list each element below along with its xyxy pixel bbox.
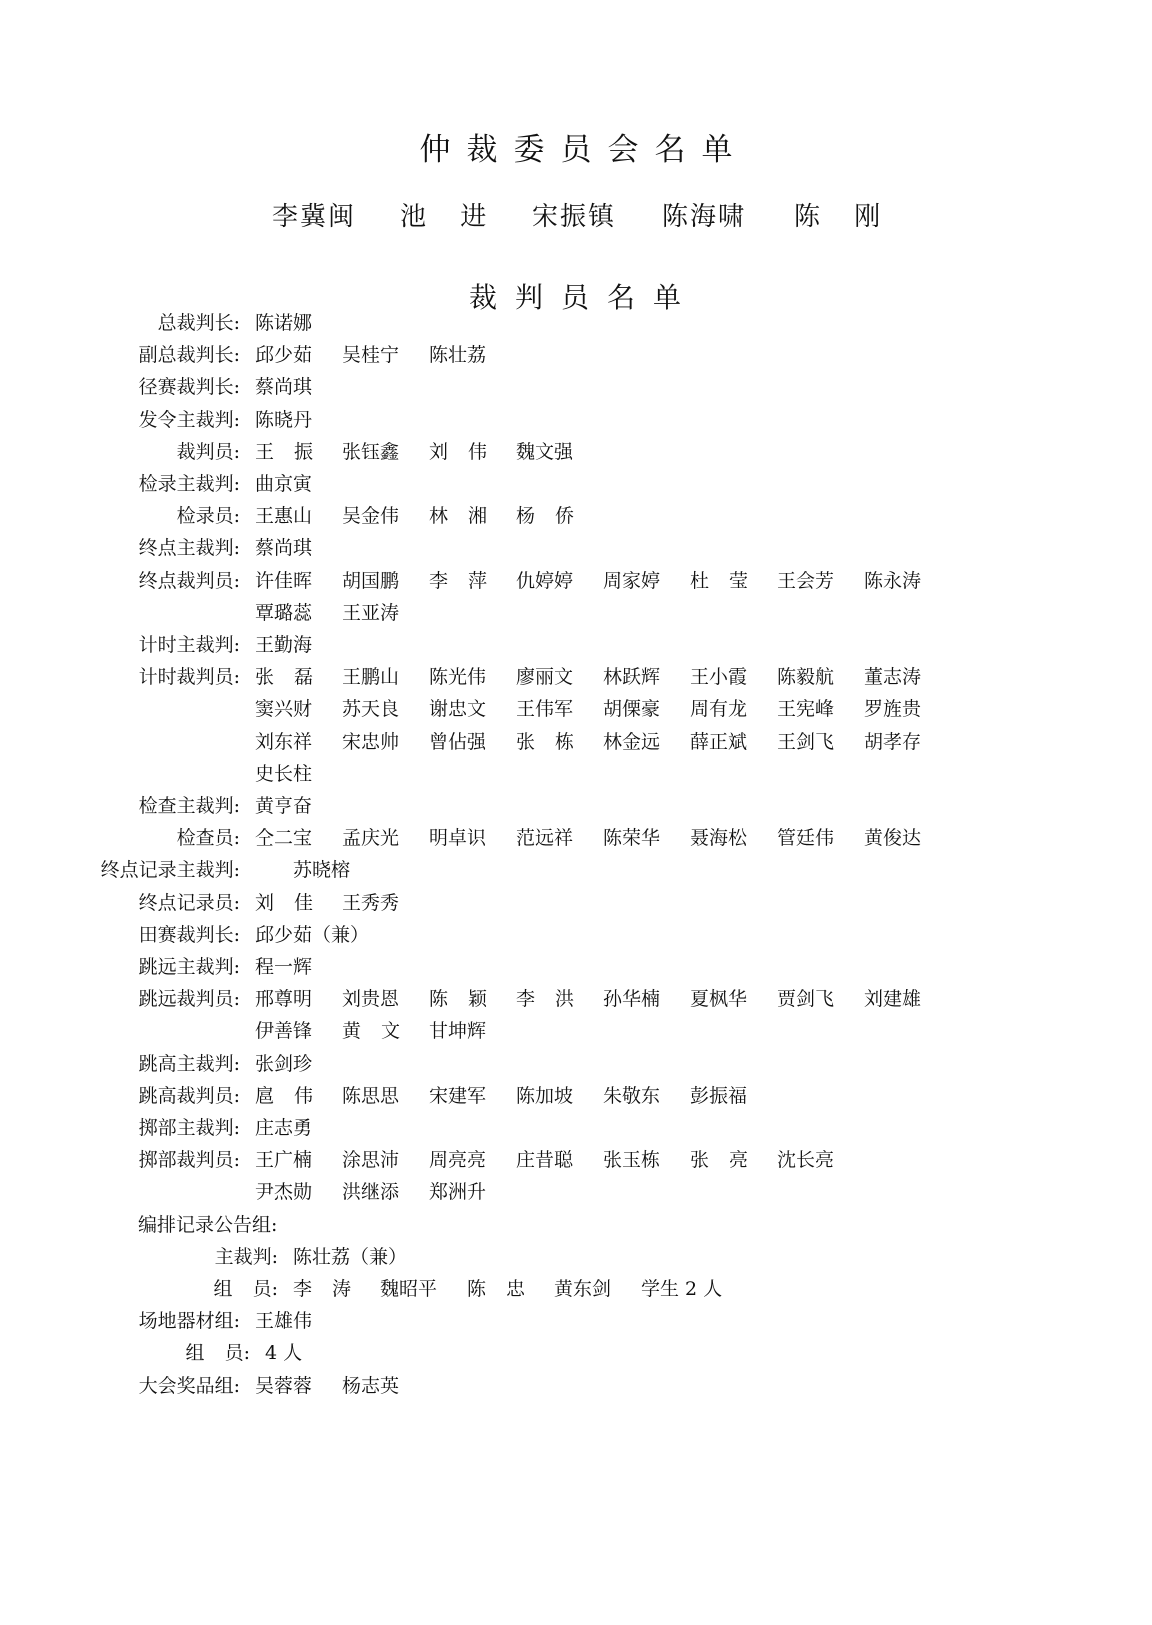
bulletin-group-heading xyxy=(0,1210,1152,1236)
referee-name: 罗旌贵 xyxy=(864,698,922,721)
referee-name: 王伟军 xyxy=(516,698,574,721)
referee-row xyxy=(0,469,1152,495)
referee-row xyxy=(0,1016,1152,1042)
referee-name: 王广楠 xyxy=(255,1149,313,1172)
referee-name: 李 萍 xyxy=(429,569,488,592)
referee-row xyxy=(0,823,1152,849)
referee-name: 黄俊达 xyxy=(864,827,922,850)
referee-name: 魏昭平 xyxy=(380,1278,438,1300)
referee-name: 陈壮荔 xyxy=(429,344,487,367)
referee-name: 刘 伟 xyxy=(429,440,488,463)
referee-name: 宋忠帅 xyxy=(342,730,400,753)
referee-name: 学生 2 人 xyxy=(641,1278,723,1300)
role-label: 径赛裁判长: xyxy=(138,376,240,399)
role-label: 跳远主裁判: xyxy=(138,956,240,978)
referee-row xyxy=(0,984,1152,1010)
referee-name: 吴桂宁 xyxy=(342,344,400,367)
referee-row xyxy=(0,630,1152,656)
referee-name: 苏天良 xyxy=(342,698,400,721)
referee-name: 陈 忠 xyxy=(467,1278,526,1300)
referee-name: 吴金伟 xyxy=(342,505,400,528)
referee-name: 覃璐蕊 xyxy=(255,601,313,624)
referee-name: 陈思思 xyxy=(342,1084,400,1107)
referee-name: 贾剑飞 xyxy=(777,988,835,1011)
arbitration-title: 仲裁委员会名单 xyxy=(419,132,749,168)
referee-row xyxy=(0,566,1152,592)
bulletin-group-chief-row xyxy=(0,1242,1152,1268)
referee-name: 沈长亮 xyxy=(777,1149,835,1172)
referee-row xyxy=(0,791,1152,817)
group-label: 编排记录公告组: xyxy=(138,1213,278,1236)
referee-name: 刘建雄 xyxy=(864,988,922,1011)
referee-name: 王勤海 xyxy=(255,634,313,656)
referee-name: 陈荣华 xyxy=(603,827,661,850)
referee-name: 吴蓉蓉 xyxy=(255,1374,313,1397)
referee-name: 王惠山 xyxy=(255,505,313,528)
role-label: 终点记录主裁判: xyxy=(100,859,240,882)
referee-name: 王会芳 xyxy=(777,569,835,592)
referee-name: 周家婷 xyxy=(603,569,661,592)
referee-name: 陈诺娜 xyxy=(255,312,313,334)
referee-name: 张玉栋 xyxy=(603,1149,661,1172)
arbitration-member: 宋振镇 xyxy=(532,202,617,232)
referee-row xyxy=(0,727,1152,753)
referee-row xyxy=(0,694,1152,720)
referee-name: 陈加坡 xyxy=(516,1084,574,1107)
referee-name: 刘贵恩 xyxy=(342,988,400,1011)
arbitration-member: 陈 刚 xyxy=(794,202,883,232)
role-label: 检录主裁判: xyxy=(138,473,240,495)
referee-name: 陈永涛 xyxy=(864,569,922,592)
referee-row xyxy=(0,598,1152,624)
referee-name: 尹杰勋 xyxy=(255,1181,313,1204)
referee-name: 王雄伟 xyxy=(255,1310,313,1333)
role-label: 跳高裁判员: xyxy=(138,1084,240,1107)
referee-name: 薛正斌 xyxy=(690,730,748,753)
referee-name: 窦兴财 xyxy=(255,698,313,721)
referee-name: 张剑珍 xyxy=(255,1052,313,1075)
referee-name: 林 湘 xyxy=(429,505,488,528)
referee-name: 廖丽文 xyxy=(516,666,574,689)
role-label: 终点主裁判: xyxy=(138,537,240,560)
referee-name: 程一辉 xyxy=(255,956,313,978)
referee-name: 扈 伟 xyxy=(255,1084,314,1107)
referee-name: 陈毅航 xyxy=(777,666,835,689)
venue-group-row xyxy=(0,1306,1152,1332)
bulletin-group-members-row xyxy=(0,1274,1152,1300)
referee-row xyxy=(0,1049,1152,1075)
role-label: 终点记录员: xyxy=(138,891,240,914)
referee-name: 黄 文 xyxy=(342,1020,401,1043)
referee-name: 刘东祥 xyxy=(255,730,313,753)
referee-name: 涂思沛 xyxy=(342,1149,400,1172)
referee-row xyxy=(0,533,1152,559)
referee-name: 甘坤辉 xyxy=(429,1020,487,1043)
referee-name: 林跃辉 xyxy=(603,666,661,689)
referee-row xyxy=(0,759,1152,785)
referee-name: 李 涛 xyxy=(293,1278,352,1300)
referee-name: 杜 莹 xyxy=(690,569,749,592)
member-count: 4 人 xyxy=(265,1342,303,1365)
role-label: 总裁判长: xyxy=(157,312,240,334)
arbitration-member: 池 进 xyxy=(400,202,489,232)
referee-name: 伊善锋 xyxy=(255,1020,313,1043)
referee-name: 杨志英 xyxy=(342,1374,400,1397)
referee-name: 许佳晖 xyxy=(255,569,313,592)
role-label: 主裁判: xyxy=(214,1245,278,1268)
referee-row xyxy=(0,1145,1152,1171)
referee-name: 仝二宝 xyxy=(255,827,313,850)
referee-name: 曲京寅 xyxy=(255,473,313,495)
role-label: 田赛裁判长: xyxy=(138,923,240,946)
group-label: 大会奖品组: xyxy=(138,1374,240,1397)
referee-name: 史长柱 xyxy=(255,762,313,785)
referee-name: 陈 颖 xyxy=(429,988,488,1011)
role-label: 计时裁判员: xyxy=(138,666,240,689)
referee-name: 林金远 xyxy=(603,730,661,753)
referee-name: 谢忠文 xyxy=(429,698,487,721)
referee-name: 胡傈豪 xyxy=(603,698,661,721)
referee-row xyxy=(0,340,1152,366)
referee-name: 曾佔强 xyxy=(429,730,487,753)
referee-name: 蔡尚琪 xyxy=(255,376,313,399)
referee-row xyxy=(0,1177,1152,1203)
referee-name: 胡孝存 xyxy=(864,730,922,753)
referee-row xyxy=(0,501,1152,527)
role-label: 掷部主裁判: xyxy=(138,1117,240,1139)
referee-name: 宋建军 xyxy=(429,1084,487,1107)
group-label: 场地器材组: xyxy=(138,1310,240,1333)
role-label: 组 员: xyxy=(213,1278,278,1300)
referee-row xyxy=(0,405,1152,431)
referee-name: 黄亨奋 xyxy=(255,795,313,817)
referee-list-title: 裁判员名单 xyxy=(468,281,699,314)
role-label: 跳高主裁判: xyxy=(138,1052,240,1075)
referee-name: 陈晓丹 xyxy=(255,408,313,431)
role-label: 计时主裁判: xyxy=(138,634,240,656)
referee-name: 刘 佳 xyxy=(255,891,314,914)
referee-name: 周亮亮 xyxy=(429,1149,487,1172)
referee-name: 朱敬东 xyxy=(603,1084,661,1107)
referee-row xyxy=(0,1113,1152,1139)
role-label: 副总裁判长: xyxy=(138,344,240,367)
referee-name: 蔡尚琪 xyxy=(255,537,313,560)
referee-name: 邱少茹 xyxy=(255,344,313,367)
referee-name: 王剑飞 xyxy=(777,730,835,753)
referee-name: 孟庆光 xyxy=(342,827,400,850)
awards-group-row xyxy=(0,1371,1152,1397)
role-label: 检查主裁判: xyxy=(138,795,240,817)
referee-name: 范远祥 xyxy=(516,827,574,850)
referee-name: 李 洪 xyxy=(516,988,575,1011)
referee-name: 孙华楠 xyxy=(603,988,661,1011)
referee-name: 王小霞 xyxy=(690,666,748,689)
role-label: 裁判员: xyxy=(176,440,240,463)
referee-name: 明卓识 xyxy=(429,827,487,850)
referee-row xyxy=(0,1081,1152,1107)
referee-name: 王宪峰 xyxy=(777,698,835,721)
venue-group-members-row xyxy=(0,1338,1152,1364)
referee-name: 黄东剑 xyxy=(554,1278,612,1300)
referee-name: 周有龙 xyxy=(690,698,748,721)
referee-name: 魏文强 xyxy=(516,440,574,463)
referee-name: 王 振 xyxy=(255,440,314,463)
referee-name: 胡国鹏 xyxy=(342,569,400,592)
referee-name: 庄昔聪 xyxy=(516,1149,574,1172)
referee-row xyxy=(0,372,1152,398)
referee-row xyxy=(0,920,1152,946)
referee-name: 洪继添 xyxy=(342,1181,400,1204)
referee-name: 陈光伟 xyxy=(429,666,487,689)
referee-name: 仇婷婷 xyxy=(516,569,574,592)
arbitration-member: 李冀闽 xyxy=(272,202,357,232)
role-label: 检查员: xyxy=(176,827,240,850)
referee-name: 张 磊 xyxy=(255,666,314,689)
referee-name: 王秀秀 xyxy=(342,891,400,914)
arbitration-member: 陈海啸 xyxy=(662,202,747,232)
referee-name: 张钰鑫 xyxy=(342,440,400,463)
referee-name: 邢尊明 xyxy=(255,988,313,1011)
referee-name: 董志涛 xyxy=(864,666,922,689)
referee-row xyxy=(0,308,1152,334)
referee-name: 彭振福 xyxy=(690,1084,748,1107)
referee-name: 张 栋 xyxy=(516,730,575,753)
referee-name: 管廷伟 xyxy=(777,827,835,850)
referee-name: 王鹏山 xyxy=(342,666,400,689)
referee-name: 郑洲升 xyxy=(429,1181,487,1204)
referee-name: 夏枫华 xyxy=(690,988,748,1011)
referee-name: 聂海松 xyxy=(690,827,748,850)
role-label: 检录员: xyxy=(176,505,240,528)
referee-name: 邱少茹（兼） xyxy=(255,923,370,946)
role-label: 组 员: xyxy=(185,1342,250,1365)
referee-name: 王亚涛 xyxy=(342,601,400,624)
role-label: 终点裁判员: xyxy=(138,569,240,592)
referee-row xyxy=(0,855,1152,881)
role-label: 发令主裁判: xyxy=(138,408,240,431)
referee-name: 杨 侨 xyxy=(516,505,575,528)
referee-name: 庄志勇 xyxy=(255,1117,313,1139)
referee-row xyxy=(0,662,1152,688)
role-label: 掷部裁判员: xyxy=(138,1149,240,1172)
referee-name: 陈壮荔（兼） xyxy=(293,1245,408,1268)
referee-row xyxy=(0,888,1152,914)
referee-row xyxy=(0,952,1152,978)
referee-name: 苏晓榕 xyxy=(293,859,351,882)
role-label: 跳远裁判员: xyxy=(138,988,240,1011)
referee-row xyxy=(0,437,1152,463)
referee-name: 张 亮 xyxy=(690,1149,749,1172)
